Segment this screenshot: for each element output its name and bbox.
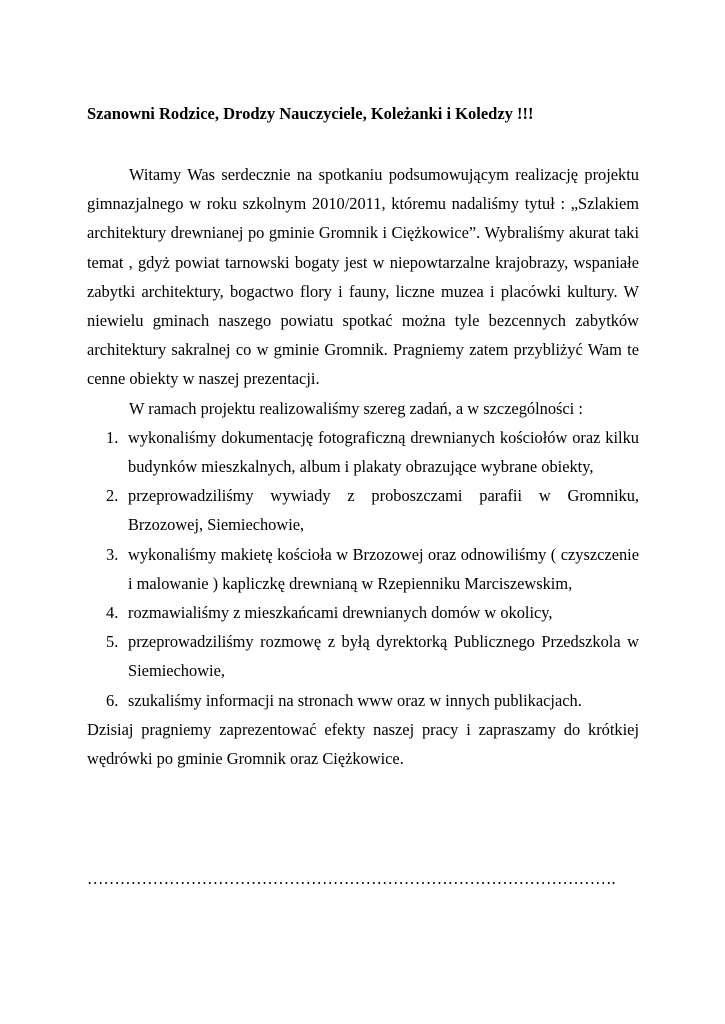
list-item-number: 2. [106,486,119,506]
list-item-text: rozmawialiśmy z mieszkańcami drewnianych domów w okolicy, [128,603,553,623]
list-item-number: 6. [106,690,119,710]
dotted-line: ……………………………………………………………………………………. [87,869,616,888]
list-item-text: wykonaliśmy dokumentację fotograficzną drewnianych kościołów oraz kilku budynków mieszkalnych, album i plakaty obrazujące wybrane obiekty, [128,427,639,477]
intro-paragraph: Witamy Was serdecznie na spotkaniu podsumowującym realizację projektu gimnazjalnego w roku szkolnym 2010/2011, któremu nadaliśmy tytuł : „Szlakiem architektury drewnianej po gminie Gromnik i Ciężkowice”. Wybraliśmy akurat taki temat , gdyż powiat tarnowski bogaty jest w niepowtarzalne krajobrazy, wspaniałe zabytki architektury, bogactwo flory i fauny, liczne muzea i placówki kultury. W niewielu gminach naszego powiatu spotkać można tyle bezcennych zabytków architektury sakralnej co w gminie Gromnik. Pragniemy zatem przybliżyć Wam te cenne obiekty w naszej prezentacji. [87,165,639,389]
document-heading: Szanowni Rodzice, Drodzy Nauczyciele, Koleżanki i Koledzy !!! [87,104,534,123]
list-item [87,598,639,627]
list-item-number: 1. [106,427,119,447]
list-item-number: 5. [106,632,119,652]
tasks-intro: W ramach projektu realizowaliśmy szereg zadań, a w szczególności : [129,398,583,418]
closing-paragraph: Dzisiaj pragniemy zaprezentować efekty naszej pracy i zapraszamy do krótkiej wędrówki po gminie Gromnik oraz Ciężkowice. [87,719,639,769]
list-item [87,481,639,539]
list-item-text: szukaliśmy informacji na stronach www oraz w innych publikacjach. [128,690,582,710]
document-body [87,160,639,773]
list-item [87,540,639,598]
list-item-number: 4. [106,603,119,623]
list-item-text: przeprowadziliśmy rozmowę z byłą dyrektorką Publicznego Przedszkola w Siemiechowie, [128,632,639,681]
list-item-text: przeprowadziliśmy wywiady z proboszczami parafii w Gromniku, Brzozowej, Siemiechowie, [128,486,639,535]
list-item [87,423,639,481]
list-item-number: 3. [106,544,119,564]
list-item [87,627,639,685]
list-item [87,686,639,715]
tasks-list [87,423,639,715]
list-item-text: wykonaliśmy makietę kościoła w Brzozowej oraz odnowiliśmy ( czyszczenie i malowanie ) kapliczkę drewnianą w Rzepienniku Marciszewskim, [128,544,639,593]
